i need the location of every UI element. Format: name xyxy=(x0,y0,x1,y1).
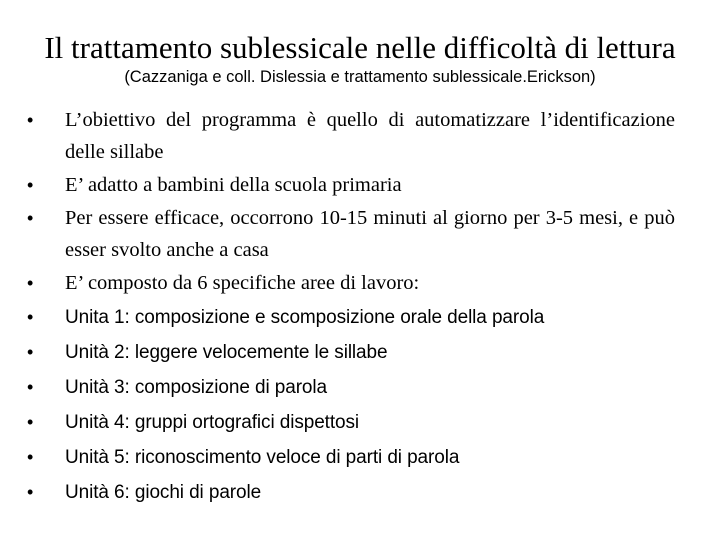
bullet-icon: • xyxy=(27,175,34,195)
slide-title: Il trattamento sublessicale nelle difficoltà di lettura xyxy=(44,30,676,65)
list-item-text: L’obiettivo del programma è quello di automatizzare l’identificazione delle sillabe xyxy=(65,109,675,163)
list-item-text: E’ composto da 6 specifiche aree di lavoro: xyxy=(65,272,420,294)
bullet-icon: • xyxy=(27,307,34,327)
list-item-text: Unita 1: composizione e scomposizione orale della parola xyxy=(65,307,545,328)
list-item-text: Unità 5: riconoscimento veloce di parti di parola xyxy=(65,447,460,468)
list-item xyxy=(27,440,675,475)
bullet-list xyxy=(27,104,675,510)
list-item xyxy=(27,104,675,168)
list-item-text: Unità 6: giochi di parole xyxy=(65,482,262,503)
list-item-text: Unità 3: composizione di parola xyxy=(65,377,327,398)
list-item xyxy=(27,335,675,370)
bullet-icon: • xyxy=(27,447,34,467)
list-item xyxy=(27,300,675,335)
list-item-text: Unità 4: gruppi ortografici dispettosi xyxy=(65,412,360,433)
list-item xyxy=(27,266,675,300)
list-item xyxy=(27,202,675,266)
list-item xyxy=(27,168,675,202)
slide-subtitle: (Cazzaniga e coll. Dislessia e trattamento sublessicale.Erickson) xyxy=(124,68,596,86)
list-item xyxy=(27,405,675,440)
bullet-icon: • xyxy=(27,482,34,502)
list-item-text: Per essere efficace, occorrono 10-15 minuti al giorno per 3-5 mesi, e può esser svolto anche a casa xyxy=(65,207,675,261)
bullet-icon: • xyxy=(27,342,34,362)
bullet-icon: • xyxy=(27,208,34,228)
bullet-icon: • xyxy=(27,110,34,130)
bullet-icon: • xyxy=(27,377,34,397)
list-item xyxy=(27,475,675,510)
list-item-text: E’ adatto a bambini della scuola primaria xyxy=(65,174,402,196)
bullet-icon: • xyxy=(27,273,34,293)
bullet-icon: • xyxy=(27,412,34,432)
list-item-text: Unità 2: leggere velocemente le sillabe xyxy=(65,342,388,363)
list-item xyxy=(27,370,675,405)
